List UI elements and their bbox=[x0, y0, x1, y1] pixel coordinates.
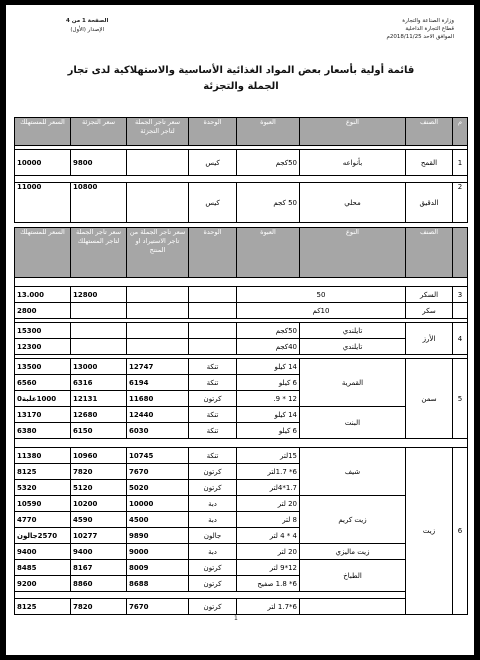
table-row: تايلندي 40كجم 12300 bbox=[15, 339, 468, 355]
header-cell: سعر تاجر الجملة لتاجر المستهلك bbox=[71, 228, 127, 278]
table-row bbox=[15, 176, 468, 183]
header-cell: م bbox=[453, 118, 468, 146]
title-line-2: الجملة والتجزئة bbox=[203, 81, 279, 92]
ministry-name: وزارة الصناعة والتجارة bbox=[402, 18, 454, 24]
table-row: 12 * 9. كرتون 11680 12131 1000علبة0 bbox=[15, 391, 468, 407]
date-line: الموافق الاحد 2018/11/25م bbox=[386, 34, 454, 40]
header-cell: السعر للمستهلك bbox=[15, 228, 71, 278]
table-row: 6* 1.7لتر كرتون 7670 7820 8125 bbox=[15, 464, 468, 480]
table-row bbox=[15, 592, 468, 599]
table-row: 5 سمن القمرية 14 كيلو تنكة 12747 13000 13500 bbox=[15, 359, 468, 375]
table-row bbox=[15, 278, 468, 287]
header-cell: النوع bbox=[300, 228, 406, 278]
table-row: زيت كريم 20 لتر دبة 10000 10200 10590 bbox=[15, 496, 468, 512]
price-table-1 bbox=[14, 117, 468, 223]
table-row: 3 السكر 50 12800 13.000 bbox=[15, 287, 468, 303]
table-row: سكر 10كم 2800 bbox=[15, 303, 468, 319]
header-cell: النوع bbox=[300, 118, 406, 146]
table-row: 6 كيلو تنكة 6194 6316 6560 bbox=[15, 375, 468, 391]
price-table-2 bbox=[14, 227, 468, 615]
table-row: 6* 1.8 صفيح كرتون 8688 8860 9200 bbox=[15, 576, 468, 592]
table-row: 6 كيلو تنكة 6030 6150 6380 bbox=[15, 423, 468, 439]
table-row: 1.7*4لتر كرتون 5020 5120 5320 bbox=[15, 480, 468, 496]
table-row: 8 لتر دبة 4500 4590 4770 bbox=[15, 512, 468, 528]
table-row: البنت 14 كيلو تنكة 12440 12680 13170 bbox=[15, 407, 468, 423]
header-cell: الصنف bbox=[406, 228, 453, 278]
header-cell: العبوة bbox=[237, 228, 300, 278]
table-header bbox=[15, 118, 468, 146]
page-indicator: الصفحة 1 من 4 bbox=[66, 18, 109, 24]
ministry-header bbox=[386, 17, 454, 41]
header-cell: سعر تاجر الجملة من تاجر الاستيراد او المنتج bbox=[127, 228, 189, 278]
document-page bbox=[6, 5, 474, 655]
table-row: 6*1.7 لتر كرتون 7670 7820 8125 bbox=[15, 599, 468, 615]
sector-name: قطاع التجارة الداخلية bbox=[405, 26, 454, 32]
header-cell: الوحدة bbox=[189, 118, 237, 146]
table-row: 4 الأرز تايلندي 50كجم 15300 bbox=[15, 323, 468, 339]
page-number: 1 bbox=[234, 615, 238, 622]
header-cell: سعر التجزئة bbox=[71, 118, 127, 146]
title-line-1: قائمة أولية بأسعار بعض المواد الغذائية الأساسية والاستهلاكية لدى تجار bbox=[67, 65, 415, 76]
table-row: 2 الدقيق محلي 50 كجم كيس 10800 11000 bbox=[15, 183, 468, 223]
page-info bbox=[66, 17, 108, 35]
header-cell: السعر للمستهلك bbox=[15, 118, 71, 146]
document-title bbox=[46, 63, 436, 95]
table-row: 1 القمح بأنواعه 50كجم كيس 9800 10000 bbox=[15, 150, 468, 176]
header-cell: العبوة bbox=[237, 118, 300, 146]
header-cell: سعر تاجر الجملة لتاجر التجزئة bbox=[127, 118, 189, 146]
table-row: الطباخ 12*9 لتر كرتون 8009 8167 8485 bbox=[15, 560, 468, 576]
table-header bbox=[15, 228, 468, 278]
header-cell: الصنف bbox=[406, 118, 453, 146]
table-row: زيت ماليزي 20 لتر دبة 9000 9400 9400 bbox=[15, 544, 468, 560]
header-cell: الوحدة bbox=[189, 228, 237, 278]
table-row: 4 * 4 لتر جالون 9890 10277 2570جالون bbox=[15, 528, 468, 544]
table-row: 6 زيت شيف 15لتر تنكة 10745 10960 11380 bbox=[15, 448, 468, 464]
issue-label: الإصدار (الأول) bbox=[70, 27, 105, 33]
table-row bbox=[15, 439, 468, 448]
